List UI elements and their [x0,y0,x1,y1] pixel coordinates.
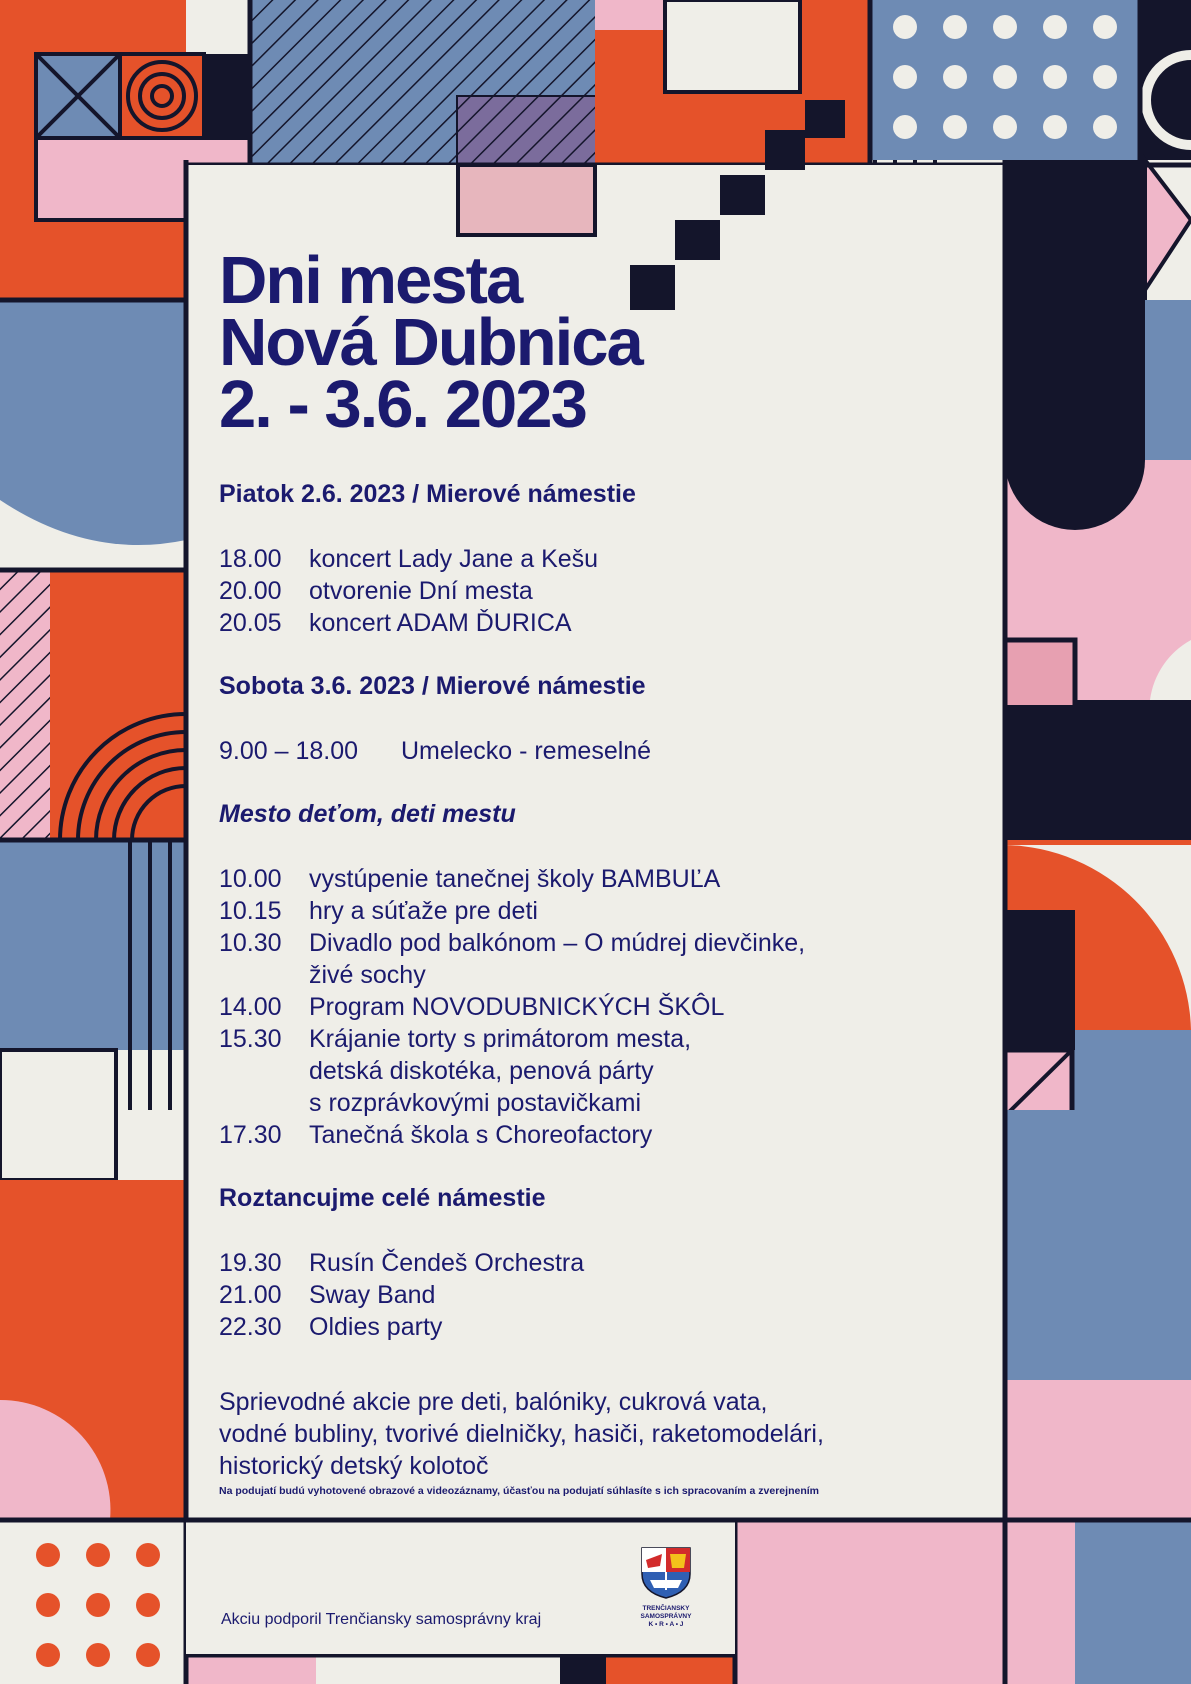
dance-heading: Roztancujme celé námestie [219,1184,546,1212]
schedule-text: Oldies party [309,1313,443,1341]
schedule-row [219,1023,805,1055]
friday-schedule [219,543,598,639]
schedule-text: živé sochy [309,961,426,989]
schedule-time: 20.00 [219,577,282,605]
event-title [219,243,642,442]
dance-schedule [219,1247,584,1343]
schedule-row [219,607,598,639]
schedule-row [219,1087,805,1119]
schedule-time: 19.30 [219,1249,282,1277]
region-logo [636,1544,696,1629]
schedule-row [219,1055,805,1087]
schedule-time [219,1055,309,1087]
coat-of-arms-icon [638,1544,694,1600]
schedule-text: koncert Lady Jane a Kešu [309,545,599,573]
schedule-time: 21.00 [219,1281,282,1309]
extras-line-1: Sprievodné akcie pre deti, balóniky, cukrová vata, [219,1388,768,1416]
schedule-time: 15.30 [219,1025,282,1053]
schedule-text: s rozprávkovými postavičkami [309,1089,642,1117]
schedule-text: detská diskotéka, penová párty [309,1057,654,1085]
schedule-time [219,1087,309,1119]
recording-disclaimer: Na podujatí budú vyhotovené obrazové a videozáznamy, účasťou na podujatí súhlasíte s ich spracovaním a zverejnením [219,1485,819,1497]
extras-line-3: historický detský kolotoč [219,1452,489,1480]
schedule-text: Krájanie torty s primátorom mesta, [309,1025,692,1053]
accompanying-events [219,1386,824,1482]
schedule-row [219,735,651,767]
schedule-row [219,959,805,991]
schedule-time: 10.30 [219,929,282,957]
schedule-text: otvorenie Dní mesta [309,577,533,605]
schedule-text: Rusín Čendeš Orchestra [309,1249,585,1277]
logo-text-3: K • R • A • J [648,1621,684,1628]
schedule-text: koncert ADAM ĎURICA [309,609,572,637]
schedule-row [219,575,598,607]
schedule-time: 18.00 [219,545,282,573]
friday-heading: Piatok 2.6. 2023 / Mierové námestie [219,480,636,508]
schedule-row [219,927,805,959]
saturday-heading: Sobota 3.6. 2023 / Mierové námestie [219,672,646,700]
schedule-row [219,1279,584,1311]
schedule-time: 22.30 [219,1313,282,1341]
kids-schedule [219,863,805,1151]
schedule-text: Umelecko - remeselné [401,737,652,765]
schedule-time: 17.30 [219,1121,282,1149]
schedule-row [219,863,805,895]
schedule-time: 20.05 [219,609,282,637]
sponsor-text: Akciu podporil Trenčiansky samosprávny kraj [221,1611,542,1628]
schedule-text: hry a súťaže pre deti [309,897,538,925]
schedule-time: 10.00 [219,865,282,893]
kids-heading: Mesto deťom, deti mestu [219,800,516,828]
logo-text-1: TRENČIANSKY [642,1605,690,1612]
title-line-3: 2. - 3.6. 2023 [219,367,586,442]
extras-line-2: vodné bubliny, tvorivé dielničky, hasiči, raketomodelári, [219,1420,824,1448]
schedule-text: Program NOVODUBNICKÝCH ŠKÔL [309,993,725,1021]
schedule-row [219,1311,584,1343]
schedule-time [219,959,309,991]
schedule-row [219,543,598,575]
schedule-row [219,991,805,1023]
schedule-text: Tanečná škola s Choreofactory [309,1121,653,1149]
schedule-time: 10.15 [219,897,282,925]
schedule-text: Sway Band [309,1281,436,1309]
schedule-row [219,1119,805,1151]
schedule-text: vystúpenie tanečnej školy BAMBUĽA [309,865,721,893]
schedule-time: 14.00 [219,993,282,1021]
title-line-1: Dni mesta [219,243,522,318]
schedule-time: 9.00 – 18.00 [219,737,359,765]
schedule-text: Divadlo pod balkónom – O múdrej dievčinke, [309,929,806,957]
title-line-2: Nová Dubnica [219,305,642,380]
schedule-row [219,1247,584,1279]
schedule-row [219,895,805,927]
saturday-market [219,735,651,767]
logo-text-2: SAMOSPRÁVNY [640,1613,692,1620]
